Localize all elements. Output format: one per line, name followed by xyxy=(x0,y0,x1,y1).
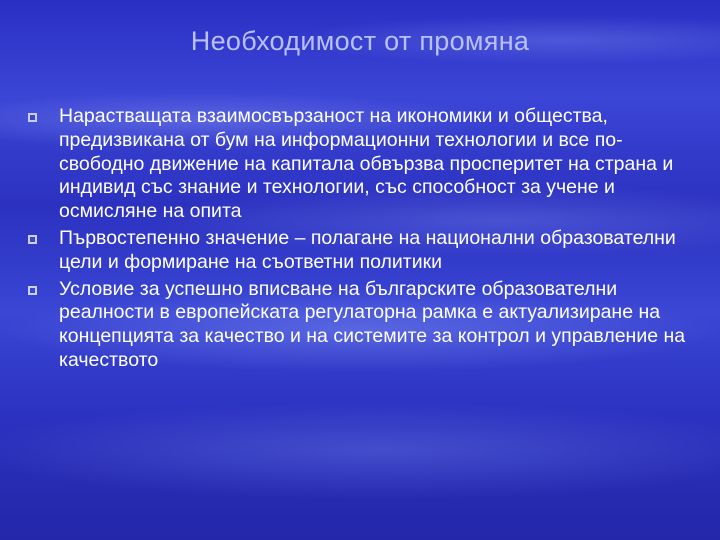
bullet-list xyxy=(28,105,700,376)
bullet-text: Условие за успешно вписване на българските образователни реалности в европейската регулаторна рамка е актуализиране на концепцията за качество и на системите за контрол и управление на качеството xyxy=(59,277,686,371)
bullet-item xyxy=(28,227,700,275)
square-bullet-icon xyxy=(28,235,37,244)
bullet-item xyxy=(28,105,700,224)
slide-title: Необходимост от промяна xyxy=(190,26,530,56)
square-bullet-icon xyxy=(28,286,37,295)
bullet-text: Нарастващата взаимосвързаност на икономики и общества, предизвикана от бум на информационни технологии и все по-свободно движение на капитала обвързва просперитет на страна и индивид със знание и технологии, със способност за учене и осмисляне на опита xyxy=(59,105,674,223)
bullet-text: Първостепенно значение – полагане на национални образователни цели и формиране на съответни политики xyxy=(59,226,676,273)
bullet-item xyxy=(28,278,700,373)
square-bullet-icon xyxy=(28,113,37,122)
